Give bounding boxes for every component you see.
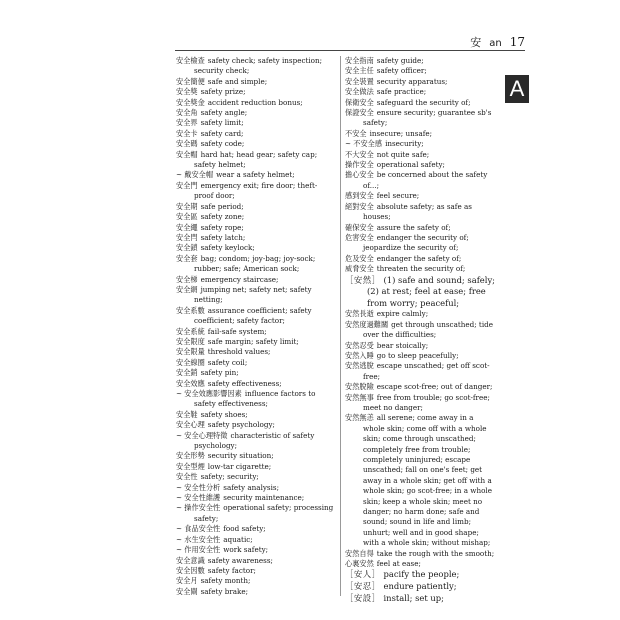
main-headword-entry [345, 581, 495, 593]
definition: safety limit; [200, 118, 244, 128]
definition: emergency staircase; [200, 274, 279, 284]
thumb-index-tab: A [505, 75, 529, 103]
headword: 安全鞋 [176, 409, 198, 419]
definition: safety guide; [376, 56, 424, 65]
headword: 安然忍受 [345, 340, 374, 350]
dictionary-entry [176, 181, 336, 202]
dictionary-entry [176, 285, 336, 306]
dictionary-entry [345, 56, 495, 66]
dictionary-entry [176, 472, 336, 482]
definition: safety shoes; [200, 409, 248, 419]
definition: safety angle; [200, 108, 248, 118]
definition: safety card; [200, 128, 244, 138]
dictionary-entry [176, 98, 336, 108]
headword: 安全獎金 [176, 97, 205, 107]
headword: 安全系統 [176, 326, 205, 336]
definition: escape unscathed; get off scot-free; [363, 361, 490, 381]
dictionary-entry [176, 431, 336, 452]
definition: threshold values; [207, 347, 271, 357]
dictionary-entry [176, 587, 336, 597]
dictionary-entry [176, 212, 336, 222]
headword: 安全界 [176, 118, 198, 128]
dictionary-entry [176, 410, 336, 420]
definition: endanger the security of; jeopardize the security of; [363, 232, 469, 253]
headword: 不大安全 [345, 149, 374, 159]
header-rule [175, 50, 525, 51]
dictionary-entry [176, 233, 336, 243]
definition: emergency exit; fire door; theft-proof door; [194, 180, 318, 201]
headword: 安全卡 [176, 128, 198, 138]
definition: all serene; come away in a whole skin; come off with a whole skin; come through unscathed; completely free from trouble; completely uninjured; escape unscathed; fall on one's feet; get away in a whole skin; get off with a whole skin; go scot-free; in a whole skin; keep a whole skin; meet no danger; no harm done; safe and sound; sound in life and limb; unhurt; well and in good shape; with a whole skin; without mishap; [363, 413, 492, 548]
definition: take the rough with the smooth; [376, 548, 495, 558]
main-headword-entry [345, 593, 495, 605]
headword: 安全期 [176, 201, 198, 211]
headword: 安全性 [176, 472, 198, 482]
headword: 危及安全 [345, 253, 374, 263]
dictionary-entry [176, 545, 336, 555]
headword: 安全形勢 [176, 451, 205, 461]
definition: accident reduction bonus; [207, 97, 303, 107]
definition: safety check; safety inspection; security check; [194, 56, 323, 76]
dictionary-entry [176, 337, 336, 347]
headword: ~ 水生安全性 [176, 534, 221, 544]
main-headword-entry [345, 275, 495, 310]
definition: expire calmly; [376, 309, 429, 319]
headword: ~ 作用安全性 [176, 545, 221, 555]
dictionary-entry [176, 150, 336, 171]
definition: endanger the safety of; [376, 253, 462, 263]
headword: ~ 安全心理特徵 [176, 430, 228, 440]
headword: ~ 安全性分析 [176, 482, 221, 492]
definition: safe period; [200, 201, 244, 211]
definition: endure patiently; [383, 581, 457, 592]
dictionary-entry [176, 493, 336, 503]
definition: food safety; [223, 524, 266, 534]
dictionary-entry [345, 382, 495, 392]
right-column [345, 56, 495, 604]
headword: ~ 安全性維護 [176, 493, 221, 503]
headword: 安全意識 [176, 555, 205, 565]
definition: characteristic of safety psychology; [194, 430, 315, 451]
dictionary-entry [345, 170, 495, 191]
definition: safety keylock; [200, 243, 255, 253]
dictionary-entry [345, 361, 495, 382]
headword: 安全網 [176, 284, 198, 294]
dictionary-entry [345, 264, 495, 274]
dictionary-entry [176, 347, 336, 357]
headword: 安全限量 [176, 347, 205, 357]
dictionary-entry [176, 170, 336, 180]
headword: 保衛安全 [345, 97, 374, 107]
dictionary-entry [176, 254, 336, 275]
definition: aquatic; [223, 534, 253, 544]
dictionary-entry [345, 77, 495, 87]
dictionary-entry [176, 576, 336, 586]
definition: be concerned about the safety of...; [363, 170, 488, 190]
headword: 安然長逝 [345, 309, 374, 319]
dictionary-entry [345, 320, 495, 341]
dictionary-entry [345, 139, 495, 149]
definition: assure the safety of; [376, 222, 451, 232]
definition: jumping net; safety net; safety netting; [194, 284, 312, 305]
headword: 確保安全 [345, 222, 374, 232]
dictionary-entry [176, 462, 336, 472]
headword: 操作安全 [345, 160, 374, 170]
definition: threaten the security of; [376, 264, 466, 274]
headword: 不安全 [345, 128, 367, 138]
dictionary-entry [176, 524, 336, 534]
headword: ［安然］ [345, 274, 381, 285]
header-pinyin: an [489, 38, 502, 49]
definition: feel at ease; [376, 559, 421, 569]
headword: ~ 食品安全性 [176, 524, 221, 534]
headword: 安全線圈 [176, 357, 205, 367]
definition: low-tar cigarette; [207, 461, 272, 471]
definition: feel secure; [376, 191, 420, 201]
headword: ~ 安全效應影響因素 [176, 389, 242, 398]
header-hanzi: 安 [470, 36, 482, 49]
dictionary-entry [345, 413, 495, 548]
headword: 安全鎖 [176, 243, 198, 253]
headword: 安全效應 [176, 378, 205, 388]
definition: safety month; [200, 576, 251, 586]
headword: 安全月 [176, 576, 198, 586]
definition: safety coil; [207, 357, 248, 367]
definition: security maintenance; [223, 493, 305, 503]
headword: 安全裝置 [345, 76, 374, 86]
definition: safe margin; safety limit; [207, 336, 299, 346]
headword: 安全因數 [176, 565, 205, 575]
dictionary-entry [345, 160, 495, 170]
dictionary-entry [176, 503, 336, 524]
definition: safety factor; [207, 565, 256, 575]
dictionary-entry [176, 389, 336, 410]
headword: 擔心安全 [345, 170, 374, 180]
definition: escape scot-free; out of danger; [376, 382, 493, 392]
definition: install; set up; [383, 592, 444, 603]
dictionary-entry [176, 535, 336, 545]
dictionary-entry [176, 368, 336, 378]
dictionary-entry [176, 379, 336, 389]
definition: assurance coefficient; safety coefficient; safety factor; [194, 305, 312, 326]
headword: 安全閘 [176, 586, 198, 596]
headword: ［安人］ [345, 569, 381, 580]
dictionary-entry [176, 275, 336, 285]
page-number: 17 [509, 35, 525, 49]
dictionary-entry [345, 191, 495, 201]
headword: 保證安全 [345, 108, 374, 118]
dictionary-entry [345, 549, 495, 559]
headword: 安然度過難關 [345, 319, 389, 329]
headword: 安然脫險 [345, 382, 374, 392]
definition: safeguard the security of; [376, 97, 471, 107]
definition: bag; condom; joy-bag; joy-sock; rubber; safe; American sock; [194, 253, 316, 274]
headword: 安全檢查 [176, 56, 205, 65]
dictionary-entry [345, 559, 495, 569]
dictionary-entry [345, 254, 495, 264]
headword: 心裏安然 [345, 559, 374, 569]
headword: 安然入睡 [345, 350, 374, 360]
headword: 絕對安全 [345, 201, 374, 211]
headword: 安全銷 [176, 368, 198, 378]
headword: 安全區 [176, 212, 198, 222]
dictionary-entry [345, 341, 495, 351]
headword: ［安設］ [345, 592, 381, 603]
headword: 安全心理 [176, 420, 205, 430]
dictionary-entry [176, 358, 336, 368]
dictionary-entry [176, 56, 336, 77]
definition: bear stoically; [376, 340, 429, 350]
definition: safe and simple; [207, 76, 268, 86]
definition: security situation; [207, 451, 274, 461]
headword: ~ 不安全感 [345, 139, 383, 149]
dictionary-entry [176, 483, 336, 493]
definition: wear a safety helmet; [216, 170, 295, 180]
dictionary-entry [176, 327, 336, 337]
dictionary-entry [345, 351, 495, 361]
dictionary-entry [345, 233, 495, 254]
headword: 安然無恙 [345, 413, 374, 423]
headword: 安全碼 [176, 139, 198, 149]
dictionary-entry [345, 393, 495, 414]
headword: 安然無事 [345, 392, 374, 402]
dictionary-entry [345, 129, 495, 139]
definition: safety; security; [200, 472, 259, 482]
definition: safety rope; [200, 222, 244, 232]
main-headword-entry [345, 569, 495, 581]
dictionary-entry [176, 139, 336, 149]
dictionary-entry [345, 87, 495, 97]
definition: safety latch; [200, 232, 246, 242]
headword: 安全主任 [345, 66, 374, 76]
headword: 安全帽 [176, 149, 198, 159]
definition: not quite safe; [376, 149, 430, 159]
headword: 安全閂 [176, 232, 198, 242]
headword: 安全型煙 [176, 461, 205, 471]
definition: safety effectiveness; [207, 378, 282, 388]
definition: (1) safe and sound; safely; (2) at rest; feel at ease; free from worry; peaceful; [367, 274, 495, 308]
definition: get through unscathed; tide over the difficulties; [363, 319, 493, 340]
headword: 威脅安全 [345, 264, 374, 274]
headword: ~ 操作安全性 [176, 503, 221, 513]
definition: work safety; [223, 545, 269, 555]
dictionary-entry [345, 98, 495, 108]
definition: go to sleep peacefully; [376, 350, 459, 360]
headword: 安全繩 [176, 222, 198, 232]
dictionary-entry [176, 306, 336, 327]
dictionary-entry [176, 556, 336, 566]
definition: safety analysis; [223, 482, 280, 492]
definition: insecurity; [385, 139, 424, 149]
dictionary-entry [176, 420, 336, 430]
dictionary-entry [345, 202, 495, 223]
definition: hard hat; head gear; safety cap; safety helmet; [194, 149, 318, 170]
dictionary-entry [345, 223, 495, 233]
definition: ensure security; guarantee sb's safety; [363, 108, 492, 128]
definition: fail-safe system; [207, 326, 267, 336]
definition: security apparatus; [376, 76, 448, 86]
dictionary-entry [176, 451, 336, 461]
dictionary-entry [176, 87, 336, 97]
dictionary-entry [176, 108, 336, 118]
column-divider [340, 56, 341, 596]
definition: operational safety; processing safety; [194, 503, 334, 523]
definition: safety pin; [200, 368, 239, 378]
dictionary-entry [176, 202, 336, 212]
definition: safety officer; [376, 66, 427, 76]
left-column [176, 56, 336, 597]
headword: 安然逃脫 [345, 361, 374, 371]
headword: 安全獎 [176, 87, 198, 97]
dictionary-entry [345, 150, 495, 160]
definition: safety code; [200, 139, 245, 149]
dictionary-entry [176, 243, 336, 253]
dictionary-entry [176, 118, 336, 128]
definition: influence factors to safety effectiveness; [194, 389, 316, 409]
definition: free from trouble; go scot-free; meet no danger; [363, 392, 490, 412]
headword: 安全套 [176, 253, 198, 263]
definition: pacify the people; [383, 569, 460, 580]
headword: 安全做法 [345, 87, 374, 97]
dictionary-entry [176, 566, 336, 576]
headword: 安全梯 [176, 274, 198, 284]
headword: ~ 戴安全帽 [176, 170, 214, 180]
dictionary-entry [345, 309, 495, 319]
definition: insecure; unsafe; [369, 128, 433, 138]
definition: safe practice; [376, 87, 427, 97]
dictionary-entry [176, 223, 336, 233]
definition: safety zone; [200, 212, 245, 222]
definition: safety brake; [200, 586, 249, 596]
headword: 安全簡便 [176, 76, 205, 86]
dictionary-entry [176, 129, 336, 139]
headword: ［安忍］ [345, 581, 381, 592]
headword: 感到安全 [345, 191, 374, 201]
running-header [405, 34, 525, 50]
headword: 安全指南 [345, 56, 374, 65]
headword: 危害安全 [345, 232, 374, 242]
definition: absolute safety; as safe as houses; [363, 201, 472, 222]
headword: 安全角 [176, 108, 198, 118]
definition: safety prize; [200, 87, 246, 97]
definition: safety awareness; [207, 555, 273, 565]
headword: 安全門 [176, 180, 198, 190]
headword: 安然自得 [345, 548, 374, 558]
dictionary-entry [345, 108, 495, 129]
dictionary-entry [176, 77, 336, 87]
dictionary-entry [345, 66, 495, 76]
headword: 安全限度 [176, 336, 205, 346]
headword: 安全系數 [176, 305, 205, 315]
definition: operational safety; [376, 160, 445, 170]
definition: safety psychology; [207, 420, 275, 430]
